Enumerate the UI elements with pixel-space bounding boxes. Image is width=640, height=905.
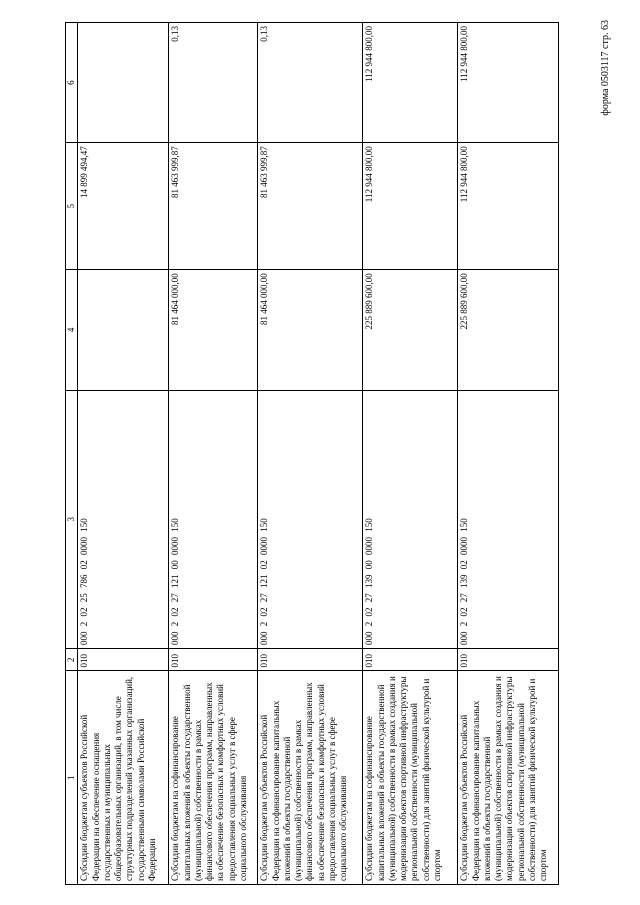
rotated-content	[65, 22, 590, 885]
row-col5: 112 944 800,00	[363, 143, 458, 270]
row-kbk: 000 2 02 27 139 00 0000 150	[363, 390, 458, 648]
row-col6: 0,13	[258, 23, 363, 143]
row-kbk: 000 2 02 27 121 00 0000 150	[169, 390, 258, 648]
row-code: 010	[169, 649, 258, 671]
row-kbk: 000 2 02 25 786 02 0000 150	[78, 390, 169, 648]
row-name: Субсидии бюджетам субъектов Российской Федерации на софинансирование капитальных вложений в объекты государственной (муниципальной) собственности в рамках создания и модернизации объектов спортивной инфраструктуры региональной собственности (муниципальной собственности) для занятий физической культурой и спортом	[458, 671, 559, 885]
row-col4: 81 464 000,00	[258, 270, 363, 390]
rotated-page	[65, 22, 590, 885]
header-row	[66, 23, 78, 885]
row-col4	[78, 270, 169, 390]
row-code: 010	[458, 649, 559, 671]
table-row	[169, 23, 258, 885]
row-col6: 112 944 800,00	[363, 23, 458, 143]
row-name: Субсидии бюджетам на софинансирование капитальных вложений в объекты государственной (муниципальной) собственности в рамках финансового обеспечения программ, направленных на обеспечение безопасных и комфортных условий предоставления социальных услуг в сфере социального обслуживания	[169, 671, 258, 885]
row-code: 010	[78, 649, 169, 671]
table-row	[78, 23, 169, 885]
row-col5: 81 463 999,87	[169, 143, 258, 270]
row-kbk: 000 2 02 27 121 02 0000 150	[258, 390, 363, 648]
header-col-3: 3	[66, 390, 78, 648]
row-col4: 225 889 600,00	[458, 270, 559, 390]
header-col-1: 1	[66, 671, 78, 885]
row-code: 010	[258, 649, 363, 671]
row-kbk: 000 2 02 27 139 02 0000 150	[458, 390, 559, 648]
row-code: 010	[363, 649, 458, 671]
row-col4: 225 889 600,00	[363, 270, 458, 390]
row-col4: 81 464 000,00	[169, 270, 258, 390]
row-col6: 112 944 800,00	[458, 23, 559, 143]
row-col5: 81 463 999,87	[258, 143, 363, 270]
header-col-5: 5	[66, 143, 78, 270]
row-col5: 112 944 800,00	[458, 143, 559, 270]
header-col-6: 6	[66, 23, 78, 143]
row-name: Субсидии бюджетам на софинансирование капитальных вложений в объекты государственной (муниципальной) собственности в рамках создания и модернизации объектов спортивной инфраструктуры региональной собственности (муниципальной собственности) для занятий физической культурой и спортом	[363, 671, 458, 885]
header-col-4: 4	[66, 270, 78, 390]
table-row	[363, 23, 458, 885]
table-row	[258, 23, 363, 885]
form-label: форма 0503117 стр. 63	[600, 20, 611, 116]
row-name: Субсидии бюджетам субъектов Российской Федерации на софинансирование капитальных вложений в объекты государственной (муниципальной) собственности в рамках финансового обеспечения программ, направленных на обеспечение безопасных и комфортных условий предоставления социальных услуг в сфере социального обслуживания	[258, 671, 363, 885]
row-col5: 14 899 494,47	[78, 143, 169, 270]
row-name: Субсидии бюджетам субъектов Российской Федерации на обеспечение оснащения государственных и муниципальных общеобразовательных организаций, в том числе структурных подразделений указанных организаций, государственными символами Российской Федерации	[78, 671, 169, 885]
report-table	[65, 22, 559, 885]
header-col-2: 2	[66, 649, 78, 671]
row-col6: 0,13	[169, 23, 258, 143]
table-row	[458, 23, 559, 885]
row-col6	[78, 23, 169, 143]
